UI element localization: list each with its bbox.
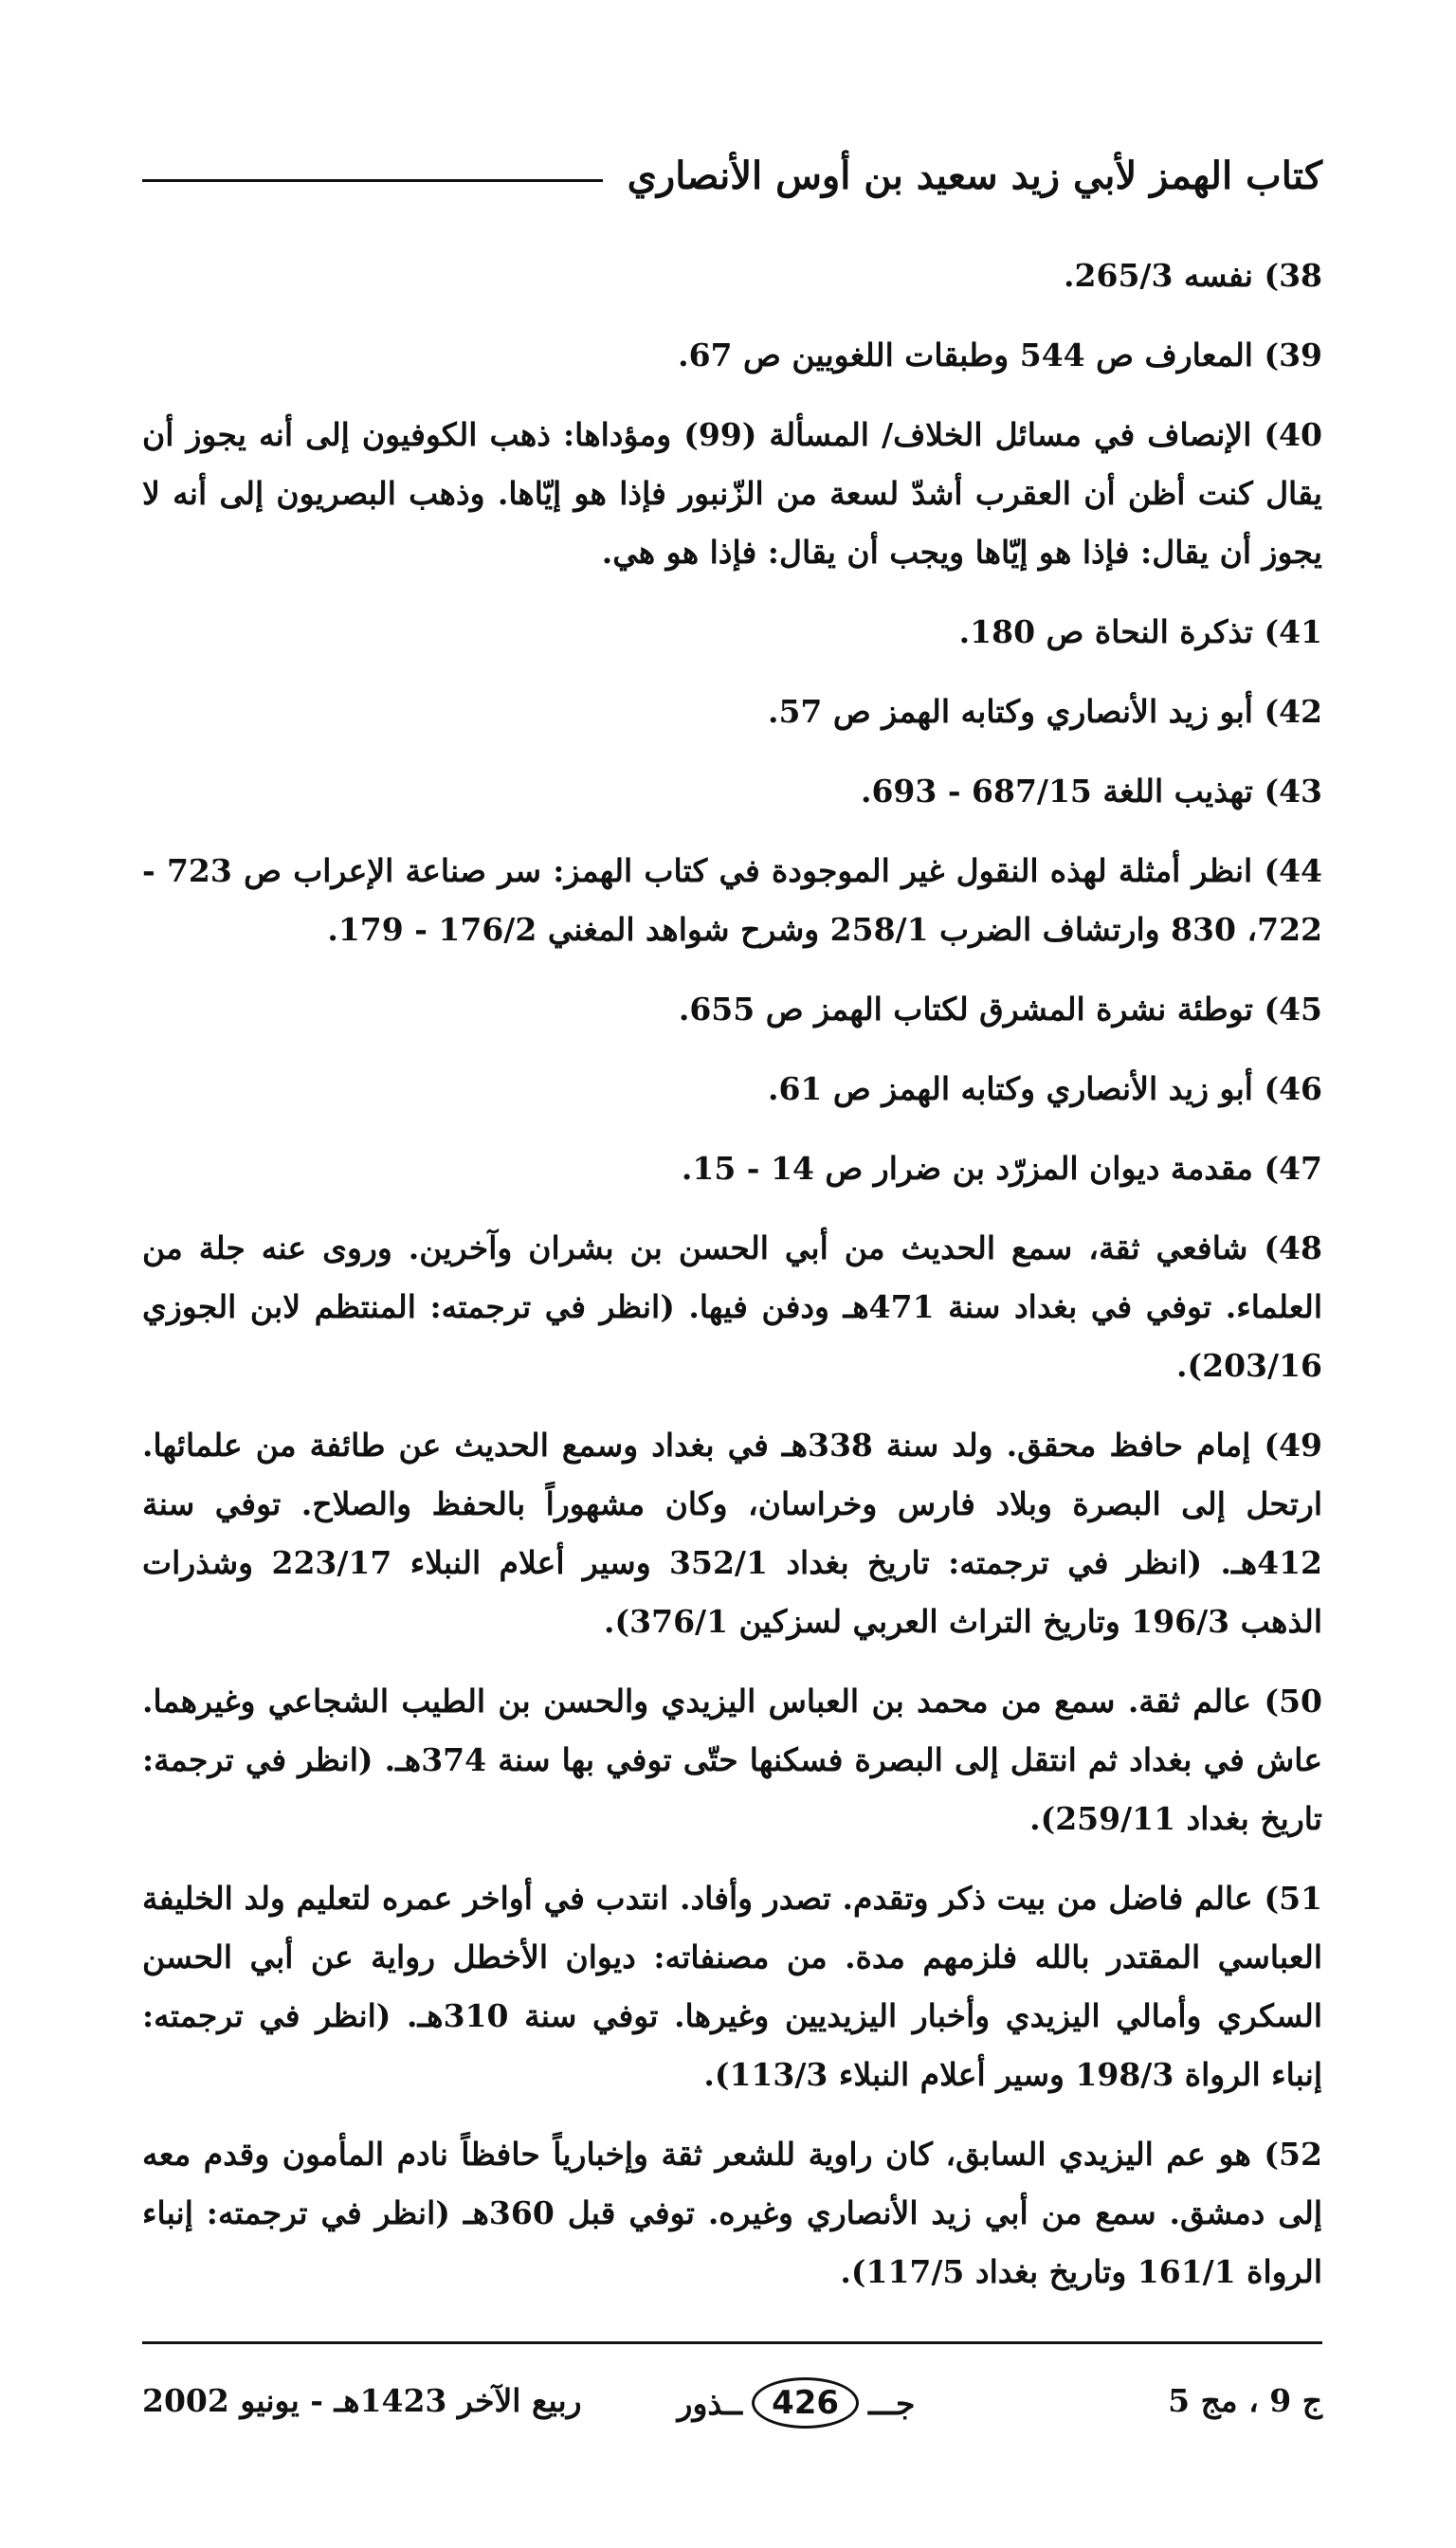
footnote xyxy=(142,1219,1322,1395)
footnote-number: 40) xyxy=(1264,416,1322,453)
header-title: كتاب الهمز لأبي زيد سعيد بن أوس الأنصاري xyxy=(627,153,1322,198)
footnote-number: 44) xyxy=(1264,852,1323,889)
page-footer xyxy=(142,2365,1322,2441)
page-number: 426 xyxy=(752,2377,859,2429)
footnote xyxy=(142,246,1322,305)
footnote-text: انظر أمثلة لهذه النقول غير الموجودة في كتاب الهمز: سر صناعة الإعراب ص 723 - 722، 830 وارتشاف الضرب 258/1 وشرح شواهد المغني 176/2 - 179. xyxy=(142,852,1322,948)
footnote-text: تذكرة النحاة ص 180. xyxy=(958,613,1253,650)
footnote xyxy=(142,1416,1322,1651)
footnote-number: 45) xyxy=(1264,991,1322,1028)
footnote-number: 49) xyxy=(1264,1427,1322,1464)
journal-name-end: ــذور xyxy=(677,2384,743,2422)
footnote-number: 50) xyxy=(1264,1683,1323,1720)
footnote xyxy=(142,842,1322,959)
footnote-number: 46) xyxy=(1264,1070,1322,1107)
volume-info: ج 9 ، مج 5 xyxy=(1168,2382,1322,2419)
footnote-text: تهذيب اللغة 687/15 - 693. xyxy=(860,773,1253,810)
footnote xyxy=(142,1869,1322,2104)
footnote-text: شافعي ثقة، سمع الحديث من أبي الحسن بن بشران وآخرين. وروى عنه جلة من العلماء. توفي في بغداد سنة 471هـ ودفن فيها. (انظر في ترجمته: المنتظم لابن الجوزي 203/16). xyxy=(142,1229,1322,1384)
footer-rule xyxy=(142,2341,1322,2344)
footnote-number: 42) xyxy=(1264,693,1322,730)
header-rule xyxy=(142,179,603,182)
footnote-text: الإنصاف في مسائل الخلاف/ المسألة (99) ومؤداها: ذهب الكوفيون إلى أنه يجوز أن يقال كنت أظن أن العقرب أشدّ لسعة من الزّنبور فإذا هو إيّاها. وذهب البصريون إلى أنه لا يجوز أن يقال: فإذا هو إيّاها ويجب أن يقال: فإذا هو هي. xyxy=(142,416,1322,571)
footnote-text: عالم ثقة. سمع من محمد بن العباس اليزيدي والحسن بن الطيب الشجاعي وغيرهما. عاش في بغداد ثم انتقل إلى البصرة فسكنها حتّى توفي بها سنة 374هـ. (انظر في ترجمة: تاريخ بغداد 259/11). xyxy=(142,1683,1323,1837)
footnote-number: 39) xyxy=(1264,337,1322,373)
footnote-number: 52) xyxy=(1264,2136,1322,2173)
running-header xyxy=(142,142,1322,209)
footnote xyxy=(142,1672,1322,1848)
footnote-text: هو عم اليزيدي السابق، كان راوية للشعر ثقة وإخبارياً حافظاً نادم المأمون وقدم معه إلى دمشق. سمع من أبي زيد الأنصاري وغيره. توفي قبل 360هـ (انظر في ترجمته: إنباء الرواة 161/1 وتاريخ بغداد 117/5). xyxy=(142,2136,1323,2290)
footnote xyxy=(142,1139,1322,1198)
footnote xyxy=(142,406,1322,582)
footnote-number: 38) xyxy=(1264,257,1322,294)
journal-mark xyxy=(654,2365,938,2441)
journal-name-start: جـــ xyxy=(868,2384,916,2422)
footnote-number: 41) xyxy=(1264,613,1322,650)
footnote-text: أبو زيد الأنصاري وكتابه الهمز ص 57. xyxy=(767,693,1253,730)
footnote xyxy=(142,762,1322,821)
footnote xyxy=(142,2125,1322,2302)
footnote-number: 48) xyxy=(1264,1229,1322,1266)
footnotes-list xyxy=(142,246,1322,2322)
footnote xyxy=(142,326,1322,385)
footnote-text: مقدمة ديوان المزرّد بن ضرار ص 14 - 15. xyxy=(681,1150,1253,1187)
footnote-text: إمام حافظ محقق. ولد سنة 338هـ في بغداد وسمع الحديث عن طائفة من علمائها. ارتحل إلى البصرة وبلاد فارس وخراسان، وكان مشهوراً بالحفظ والصلاح. توفي سنة 412هـ. (انظر في ترجمته: تاريخ بغداد 352/1 وسير أعلام النبلاء 223/17 وشذرات الذهب 196/3 وتاريخ التراث العربي لسزكين 376/1). xyxy=(142,1427,1322,1640)
footnote-text: أبو زيد الأنصاري وكتابه الهمز ص 61. xyxy=(767,1070,1253,1107)
footnote-text: عالم فاضل من بيت ذكر وتقدم. تصدر وأفاد. انتدب في أواخر عمره لتعليم ولد الخليفة العباسي المقتدر بالله فلزمهم مدة. من مصنفاته: ديوان الأخطل رواية عن أبي الحسن السكري وأمالي اليزيدي وأخبار اليزيديين وغيرها. توفي سنة 310هـ. (انظر في ترجمته: إنباء الرواة 198/3 وسير أعلام النبلاء 113/3). xyxy=(142,1880,1322,2093)
footnote-number: 43) xyxy=(1264,773,1322,810)
footnote-number: 51) xyxy=(1264,1880,1322,1917)
footnote-text: توطئة نشرة المشرق لكتاب الهمز ص 655. xyxy=(678,991,1253,1028)
issue-date: ربيع الآخر 1423هـ - يونيو 2002 xyxy=(142,2382,582,2419)
footnote-number: 47) xyxy=(1264,1150,1322,1187)
footnote xyxy=(142,1060,1322,1119)
document-page xyxy=(142,142,1322,2493)
footnote-text: المعارف ص 544 وطبقات اللغويين ص 67. xyxy=(678,337,1253,373)
footnote xyxy=(142,603,1322,662)
footnote xyxy=(142,682,1322,741)
footnote xyxy=(142,980,1322,1039)
footnote-text: نفسه 265/3. xyxy=(1064,257,1253,294)
